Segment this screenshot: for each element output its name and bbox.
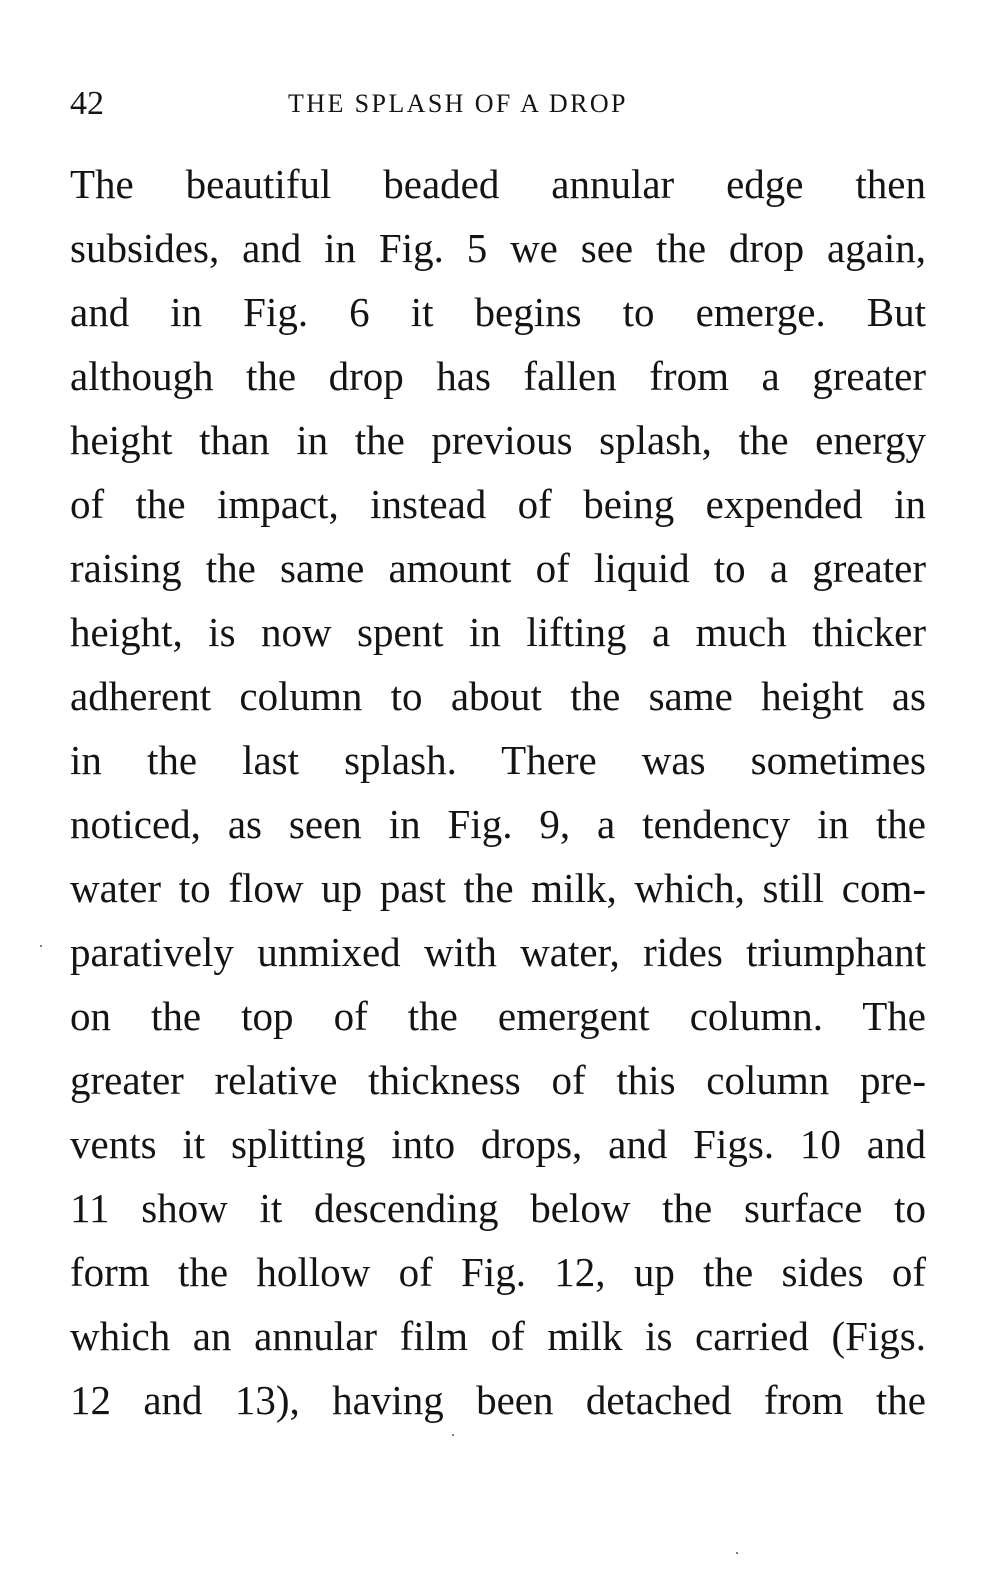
text-line: subsides, and in Fig. 5 we see the drop again, (70, 225, 926, 271)
text-line: The beautiful beaded annular edge then (70, 161, 926, 207)
text-line: raising the same amount of liquid to a greater (70, 545, 926, 591)
text-line: of the impact, instead of being expended in (70, 481, 926, 527)
text-line: 11 show it descending below the surface to (70, 1185, 926, 1231)
text-line: paratively unmixed with water, rides triumphant (70, 929, 926, 975)
text-line: 12 and 13), having been detached from the (70, 1377, 926, 1423)
text-line: in the last splash. There was sometimes (70, 737, 926, 783)
text-line: on the top of the emergent column. The (70, 993, 926, 1039)
text-line: vents it splitting into drops, and Figs. 10 and (70, 1121, 926, 1167)
body-paragraph (70, 152, 926, 1432)
scan-speck (736, 1552, 738, 1554)
text-line: and in Fig. 6 it begins to emerge. But (70, 289, 926, 335)
page-header (70, 84, 926, 124)
scan-speck (452, 1434, 454, 1436)
text-line: height, is now spent in lifting a much thicker (70, 609, 926, 655)
running-title: THE SPLASH OF A DROP (288, 89, 628, 118)
text-line: greater relative thickness of this column pre- (70, 1057, 926, 1103)
text-line: height than in the previous splash, the energy (70, 417, 926, 463)
text-line: noticed, as seen in Fig. 9, a tendency in the (70, 801, 926, 847)
page-number: 42 (70, 85, 104, 122)
text-line: although the drop has fallen from a greater (70, 353, 926, 399)
text-line: form the hollow of Fig. 12, up the sides of (70, 1249, 926, 1295)
scan-speck (40, 945, 42, 947)
text-line: water to flow up past the milk, which, still com- (70, 865, 926, 911)
text-line: adherent column to about the same height as (70, 673, 926, 719)
text-line: which an annular film of milk is carried (Figs. (70, 1313, 926, 1359)
